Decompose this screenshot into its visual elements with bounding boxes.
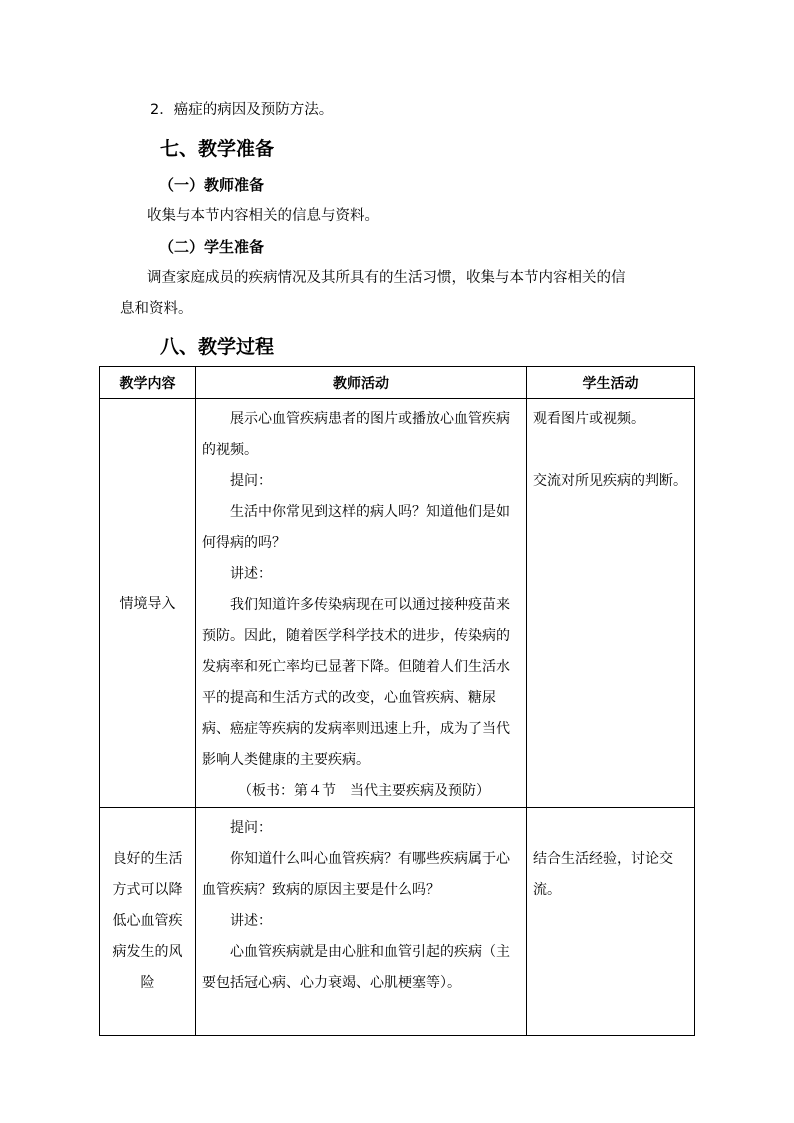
teacher-text: 展示心血管疾病患者的图片或播放心血管疾病的视频。 [202, 411, 510, 458]
teacher-text: 讲述： [230, 913, 272, 929]
header-content: 教学内容 [100, 367, 196, 399]
row-content-cell [100, 808, 196, 1036]
spacer [533, 813, 688, 844]
row-content-text: 良好的生活方式可以降低心血管疾病发生的风险 [112, 851, 183, 991]
table-row [100, 808, 695, 1036]
teacher-text: 我们知道许多传染病现在可以通过接种疫苗来预防。因此，随着医学科学技术的进步，传染病的发病率和死亡率均已显著下降。但随着人们生活水平的提高和生活方式的改变，心血管疾病、糖尿病、癌症等疾病的发病率则迅速上升，成为了当代影响人类健康的主要疾病。 [202, 597, 510, 768]
teaching-process-table [99, 366, 695, 1036]
table-header-row [100, 367, 695, 399]
student-text: 观看图片或视频。 [533, 411, 645, 427]
table-row [100, 399, 695, 808]
teacher-prep-text: 收集与本节内容相关的信息与资料。 [147, 208, 379, 224]
student-activity-cell [527, 399, 695, 808]
spacer [533, 435, 688, 466]
row-content-cell [100, 399, 196, 808]
intro-item: 2．癌症的病因及预防方法。 [150, 102, 334, 118]
student-text: 结合生活经验，讨论交流。 [533, 851, 673, 898]
teacher-text: 讲述： [230, 566, 272, 582]
teacher-prep-heading: （一）教师准备 [159, 176, 265, 194]
header-student-activity: 学生活动 [527, 367, 695, 399]
teacher-activity-cell [196, 808, 527, 1036]
teacher-text: 你知道什么叫心血管疾病？有哪些疾病属于心血管疾病？致病的原因主要是什么吗？ [202, 851, 510, 898]
teacher-text: 生活中你常见到这样的病人吗？知道他们是如何得病的吗？ [202, 504, 510, 551]
teacher-text: 提问： [230, 820, 272, 836]
student-prep-line-1: 调查家庭成员的疾病情况及其所具有的生活习惯，收集与本节内容相关的信 [147, 270, 626, 286]
teacher-text: （板书：第４节 当代主要疾病及预防） [238, 783, 490, 799]
student-text: 交流对所见疾病的判断。 [533, 473, 687, 489]
student-activity-cell [527, 808, 695, 1036]
section-7-title: 七、教学准备 [160, 138, 275, 160]
teacher-text: 心血管疾病就是由心脏和血管引起的疾病（主要包括冠心病、心力衰竭、心肌梗塞等）。 [202, 944, 510, 991]
header-teacher-activity: 教师活动 [196, 367, 527, 399]
student-prep-heading: （二）学生准备 [159, 238, 265, 256]
section-8-title: 八、教学过程 [160, 336, 275, 358]
teacher-activity-cell [196, 399, 527, 808]
student-prep-line-2: 息和资料。 [120, 301, 193, 317]
teacher-text: 提问： [230, 473, 272, 489]
row-content-text: 情境导入 [119, 596, 176, 612]
